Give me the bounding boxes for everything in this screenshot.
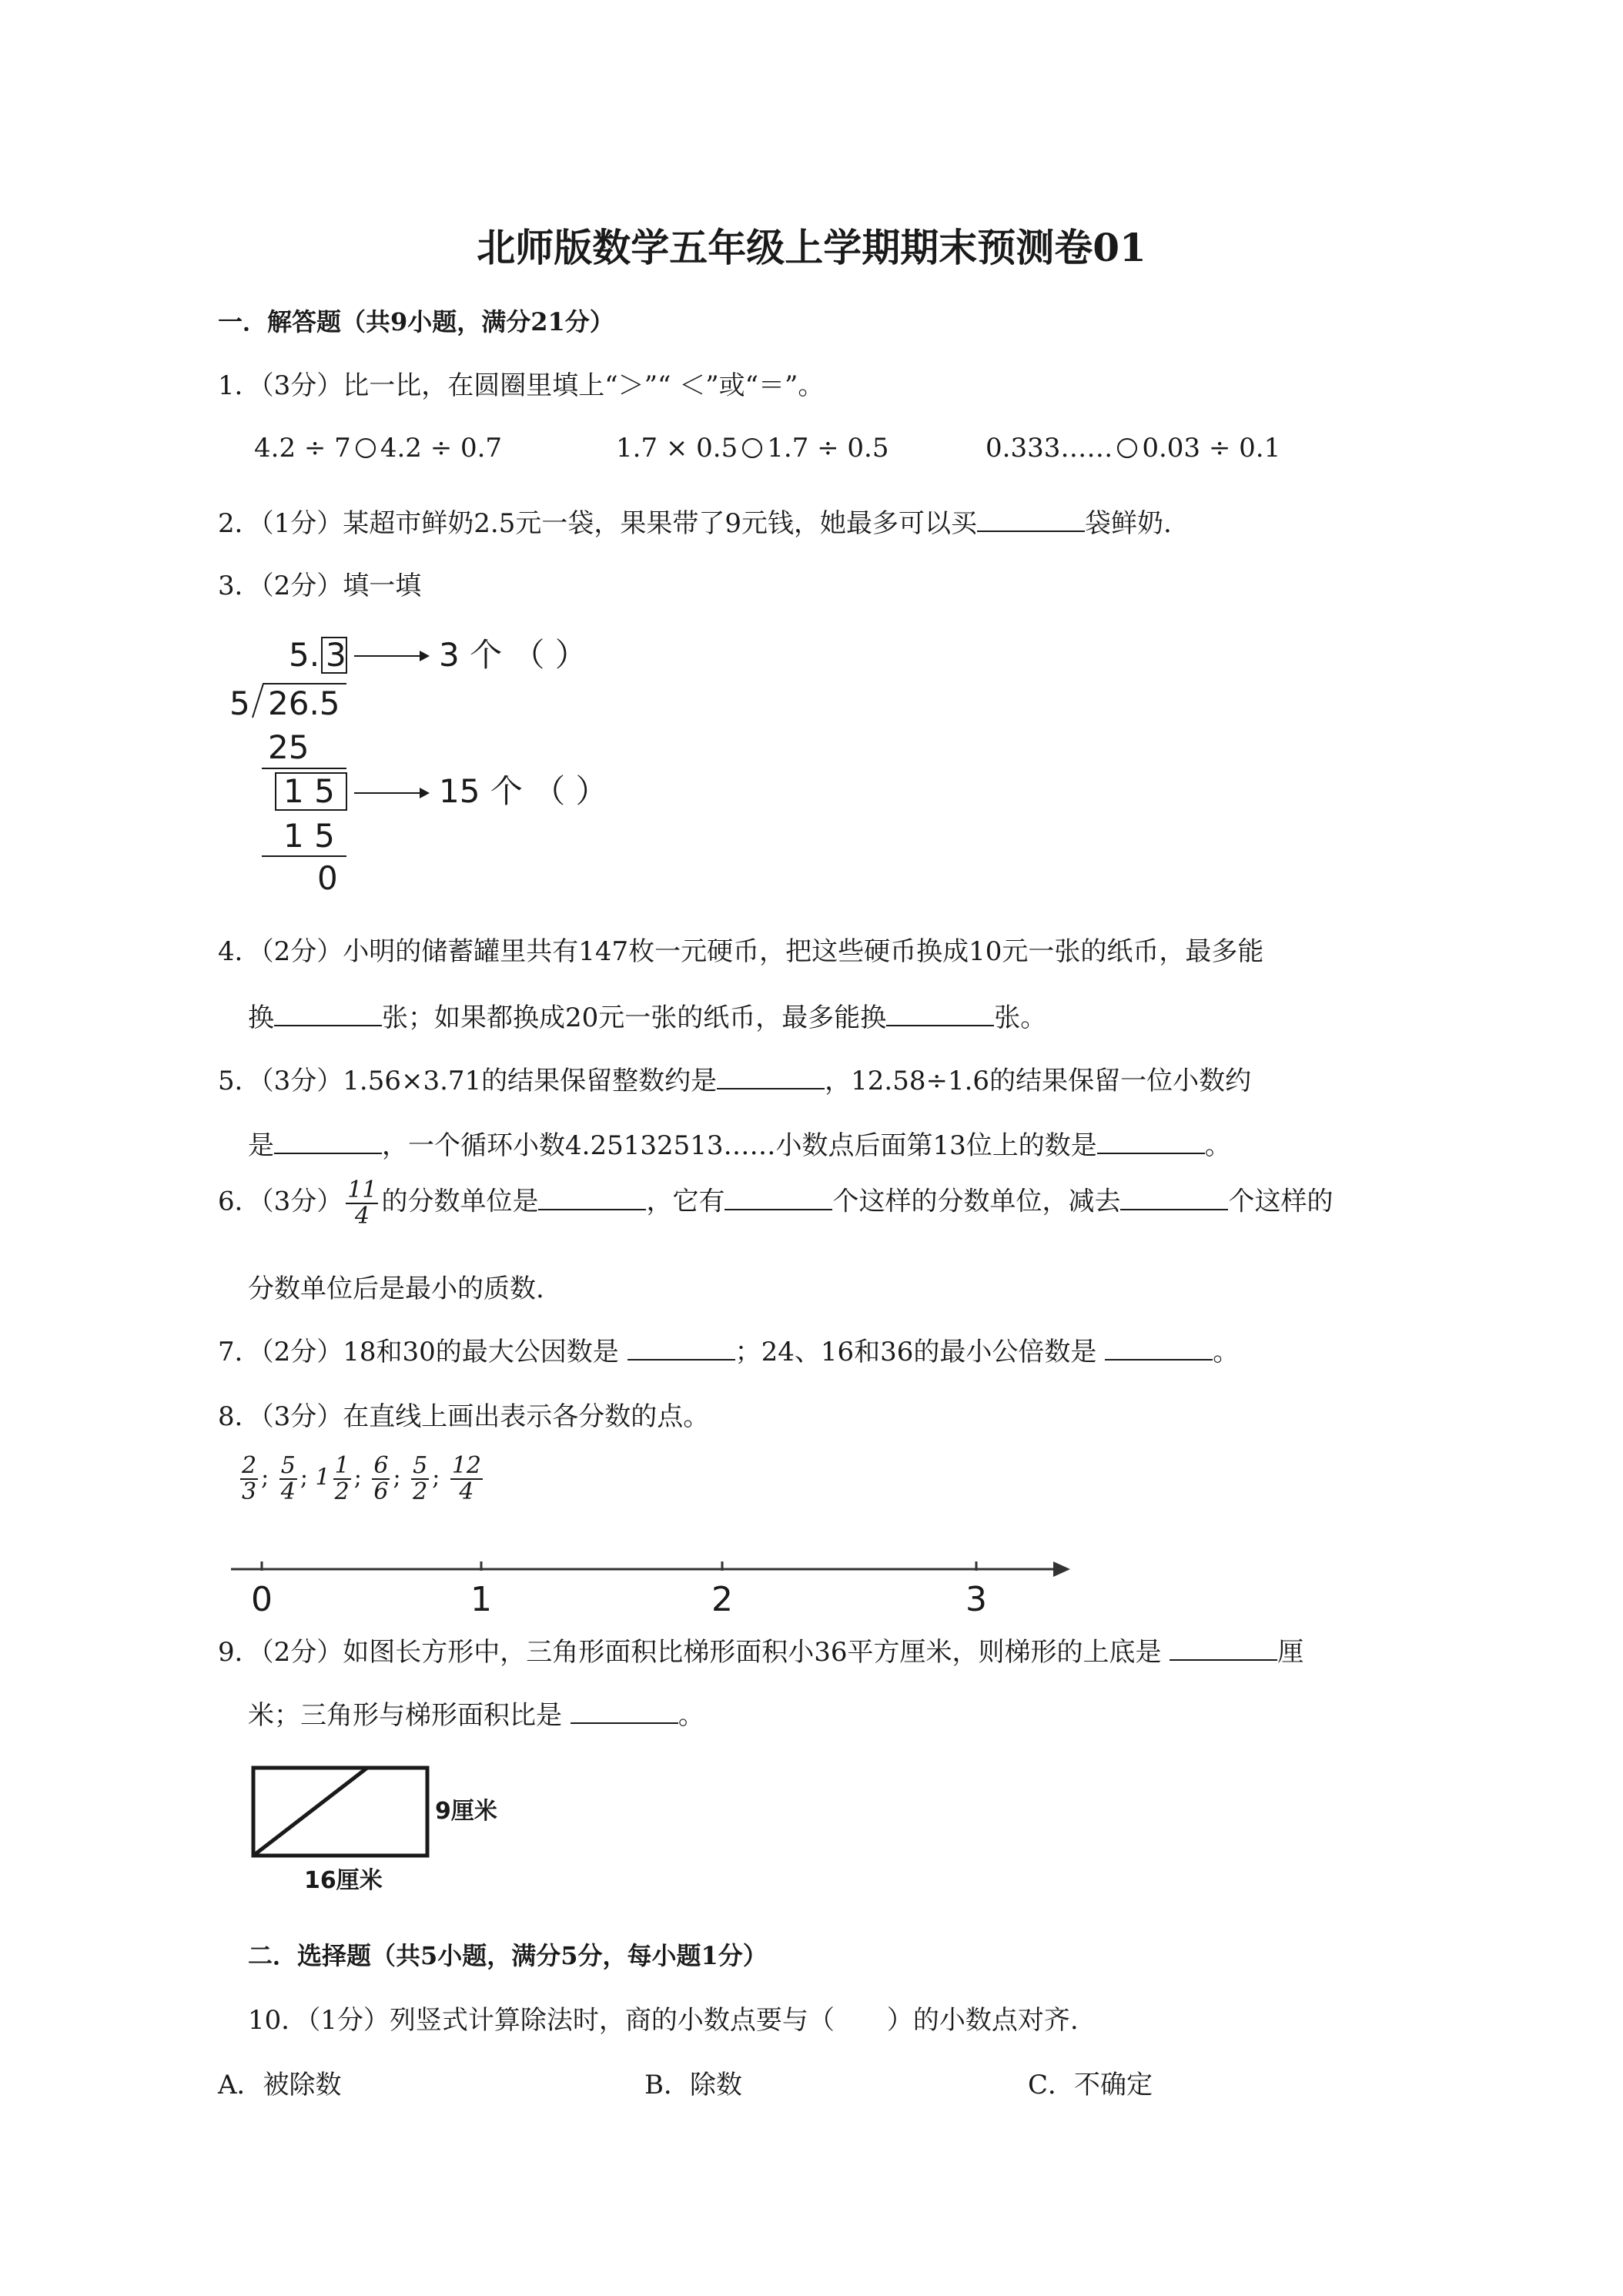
question-6-line-2: 分数单位后是最小的质数. <box>248 1274 544 1304</box>
comparison-2-right: 1.7 ÷ 0.5 <box>767 433 889 464</box>
rectangle <box>253 1768 427 1856</box>
fraction-list <box>237 1454 486 1504</box>
comparison-2-left: 1.7 × 0.5 <box>616 433 738 464</box>
arrow-head <box>420 788 430 798</box>
separator: ; <box>432 1464 440 1491</box>
question-9-line-1 <box>218 1631 1303 1668</box>
question-8-text: 8．（3分）在直线上画出表示各分数的点。 <box>218 1401 710 1432</box>
question-5-text: 5．（3分）1.56×3.71的结果保留整数约是 <box>218 1066 718 1096</box>
separator: ; <box>353 1464 362 1491</box>
question-9-text: 厘 <box>1277 1637 1304 1668</box>
final-remainder: 0 <box>317 859 338 893</box>
question-5-line-2 <box>248 1124 1231 1162</box>
answer-blank[interactable] <box>724 1187 832 1210</box>
fraction <box>240 1454 258 1504</box>
answer-blank[interactable] <box>274 1003 382 1026</box>
fraction-denominator: 4 <box>354 1202 370 1230</box>
answer-circle[interactable] <box>1117 438 1137 458</box>
long-division-diagram <box>223 631 624 893</box>
question-9-line-2 <box>248 1694 704 1732</box>
question-7-text: 。 <box>1213 1337 1240 1367</box>
step-3-product: 1 5 <box>283 817 335 855</box>
arrow-head <box>420 651 430 661</box>
answer-blank[interactable] <box>886 1003 994 1026</box>
diagonal-line <box>253 1768 367 1856</box>
option-a[interactable]: A．被除数 <box>218 2070 342 2100</box>
answer-circle[interactable] <box>356 438 376 458</box>
quotient-decimal: 3 <box>326 636 346 674</box>
question-2 <box>218 502 1172 540</box>
answer-blank[interactable] <box>274 1131 382 1154</box>
answer-blank[interactable] <box>1105 1337 1213 1361</box>
width-label: 16厘米 <box>304 1867 383 1894</box>
step-1-product: 25 <box>268 728 310 766</box>
number-line-tick-label: 3 <box>965 1580 987 1619</box>
separator: ; <box>300 1464 308 1491</box>
option-c[interactable]: C．不确定 <box>1028 2070 1153 2100</box>
question-4-text: 换 <box>248 1002 274 1033</box>
fraction <box>411 1454 429 1504</box>
question-1-text: 1．（3分）比一比，在圆圈里填上“＞”“ ＜”或“＝”。 <box>218 370 825 401</box>
question-6-text: 个这样的分数单位，减去 <box>832 1186 1121 1217</box>
comparison-1-left: 4.2 ÷ 7 <box>254 433 351 464</box>
question-7 <box>218 1330 1239 1368</box>
question-9-text: 9．（2分）如图长方形中，三角形面积比梯形面积小36平方厘米，则梯形的上底是 <box>218 1637 1170 1668</box>
fraction-denominator: 4 <box>280 1478 296 1505</box>
place-label-1: 3 个 （ ） <box>439 636 587 674</box>
question-9-text: 米；三角形与梯形面积比是 <box>248 1700 571 1731</box>
number-line-tick-label: 0 <box>251 1580 273 1619</box>
question-5-text: ，12.58÷1.6的结果保留一位小数约 <box>825 1066 1252 1096</box>
question-2-suffix: 袋鲜奶. <box>1084 508 1172 539</box>
number-line[interactable] <box>223 1540 1086 1625</box>
fraction-denominator: 3 <box>242 1478 257 1505</box>
fraction-numerator: 1 <box>334 1452 350 1479</box>
question-5-line-1 <box>218 1059 1251 1097</box>
question-2-text: 2．（1分）某超市鲜奶2.5元一袋，果果带了9元钱，她最多可以买 <box>218 508 977 539</box>
comparison-3-right: 0.03 ÷ 0.1 <box>1142 433 1281 464</box>
place-label-2: 15 个 （ ） <box>439 772 608 810</box>
fraction <box>372 1454 390 1504</box>
number-line-tick-label: 1 <box>470 1580 492 1619</box>
question-3-text: 3．（2分）填一填 <box>218 571 422 601</box>
question-6-text: 的分数单位是 <box>381 1186 539 1217</box>
fraction-numerator: 12 <box>451 1452 482 1479</box>
number-line-tick-label: 2 <box>711 1580 733 1619</box>
answer-blank[interactable] <box>1120 1187 1228 1210</box>
answer-blank[interactable] <box>571 1701 678 1724</box>
comparison-1 <box>254 433 502 464</box>
fraction-numerator: 2 <box>242 1452 257 1479</box>
page-title: 北师版数学五年级上学期期末预测卷01 <box>477 225 1146 270</box>
dividend: 26.5 <box>268 684 340 722</box>
fraction-numerator: 6 <box>373 1452 389 1479</box>
section-1-heading: 一．解答题（共9小题，满分21分） <box>218 307 614 336</box>
question-6-text: ，它有 <box>646 1186 725 1217</box>
question-5-text: 。 <box>1204 1130 1231 1161</box>
question-7-text: ；24、16和36的最小公倍数是 <box>735 1337 1106 1367</box>
question-5-text: 是 <box>248 1130 274 1161</box>
fraction <box>333 1454 351 1504</box>
separator: ; <box>393 1464 401 1491</box>
separator: ; <box>261 1464 269 1491</box>
mixed-number-whole: 1 <box>315 1464 330 1491</box>
comparison-3-left: 0.333…… <box>986 433 1113 464</box>
question-4-text: 张；如果都换成20元一张的纸币，最多能换 <box>382 1002 887 1033</box>
answer-blank[interactable] <box>977 509 1085 532</box>
fraction-denominator: 6 <box>373 1478 389 1505</box>
height-label: 9厘米 <box>435 1798 497 1825</box>
step-2-remainder: 1 5 <box>283 772 335 810</box>
answer-circle[interactable] <box>742 438 762 458</box>
question-5-text: ，一个循环小数4.25132513……小数点后面第13位上的数是 <box>382 1130 1097 1161</box>
number-line-arrow <box>1053 1561 1070 1577</box>
comparison-2 <box>616 433 889 464</box>
section-2-heading: 二．选择题（共5小题，满分5分，每小题1分） <box>248 1941 768 1970</box>
fraction-numerator: 11 <box>347 1176 377 1203</box>
comparison-1-right: 4.2 ÷ 0.7 <box>380 433 503 464</box>
question-6-line-1 <box>218 1178 1333 1228</box>
fraction-denominator: 2 <box>334 1478 350 1505</box>
fraction <box>346 1178 378 1228</box>
question-6-text: 个这样的 <box>1228 1186 1334 1217</box>
question-10-text: 10．（1分）列竖式计算除法时，商的小数点要与（ ）的小数点对齐. <box>248 2005 1079 2036</box>
comparison-3 <box>986 433 1280 464</box>
question-4-line-2 <box>248 996 1046 1034</box>
rectangle-diagram <box>250 1763 527 1894</box>
question-9-text: 。 <box>678 1700 704 1731</box>
answer-blank[interactable] <box>538 1187 646 1210</box>
option-b[interactable]: B．除数 <box>644 2070 742 2100</box>
fraction <box>450 1454 483 1504</box>
fraction-denominator: 4 <box>459 1478 474 1505</box>
divisor: 5 <box>229 684 250 722</box>
question-4-line-1: 4．（2分）小明的储蓄罐里共有147枚一元硬币，把这些硬币换成10元一张的纸币，最多能 <box>218 936 1264 967</box>
question-4-text: 张。 <box>994 1002 1047 1033</box>
answer-blank[interactable] <box>717 1066 825 1089</box>
fraction-numerator: 5 <box>280 1452 296 1479</box>
question-7-text: 7．（2分）18和30的最大公因数是 <box>218 1337 627 1367</box>
question-6-text: 6．（3分） <box>218 1186 343 1217</box>
answer-blank[interactable] <box>1170 1638 1277 1661</box>
fraction <box>279 1454 297 1504</box>
fraction-numerator: 5 <box>413 1452 428 1479</box>
fraction-denominator: 2 <box>413 1478 428 1505</box>
answer-blank[interactable] <box>627 1337 735 1361</box>
answer-blank[interactable] <box>1097 1131 1205 1154</box>
quotient-integer: 5. <box>289 636 320 674</box>
